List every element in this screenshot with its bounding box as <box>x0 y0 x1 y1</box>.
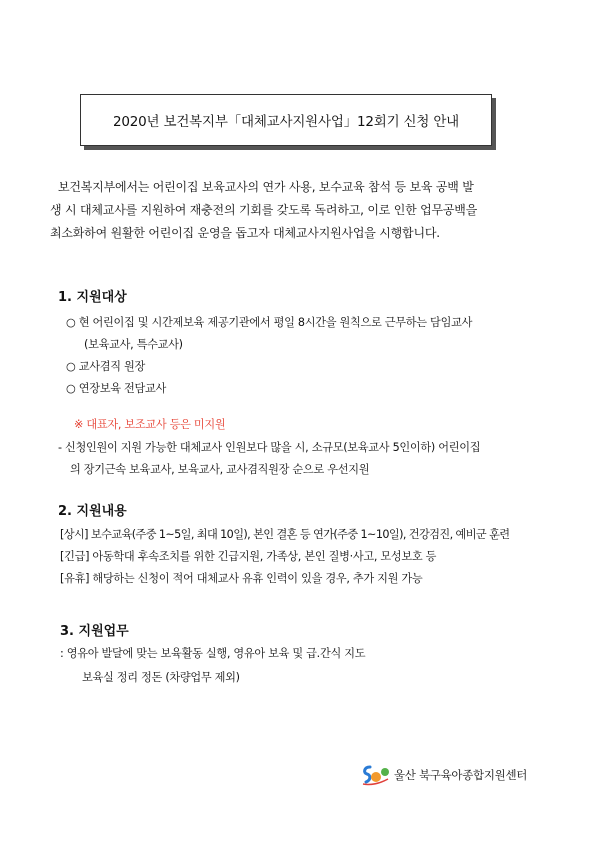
section-1-item-3: ○ 연장보육 전담교사 <box>66 382 167 395</box>
section-1-priority: - 신청인원이 지원 가능한 대체교사 인원보다 많을 시, 소규모(보육교사 5인이하) 어린이집 <box>58 441 481 454</box>
page-title: 2020년 보건복지부「대체교사지원사업」12회기 신청 안내 <box>112 114 460 130</box>
section-1-priority-cont: 의 장기근속 보육교사, 보육교사, 교사겸직원장 순으로 우선지원 <box>70 463 370 476</box>
section-2-line-2: [긴급] 아동학대 후속조치를 위한 긴급지원, 가족상, 본인 질병·사고, 모성보호 등 <box>60 550 437 563</box>
intro-line-3: 최소화하여 원활한 어린이집 운영을 돕고자 대체교사지원사업을 시행합니다. <box>50 226 440 240</box>
section-1-item-1: ○ 현 어린이집 및 시간제보육 제공기관에서 평일 8시간을 원칙으로 근무하는 담임교사 <box>66 316 473 329</box>
intro-paragraph <box>50 176 550 245</box>
footer-center-name: 울산 북구육아종합지원센터 <box>394 768 528 782</box>
section-1-note: ※ 대표자, 보조교사 등은 미지원 <box>74 418 226 431</box>
intro-line-2: 생 시 대체교사를 지원하여 재충전의 기회를 갖도록 독려하고, 이로 인한 업무공백을 <box>50 203 478 217</box>
center-logo-icon <box>360 764 390 786</box>
section-3-line-1: : 영유아 발달에 맞는 보육활동 실행, 영유아 보육 및 급.간식 지도 <box>60 647 366 660</box>
section-1-item-2: ○ 교사겸직 원장 <box>66 360 146 373</box>
section-2-heading: 2. 지원내용 <box>58 504 127 519</box>
section-1-item-1-cont: (보육교사, 특수교사) <box>84 338 183 351</box>
intro-line-1: 보건복지부에서는 어린이집 보육교사의 연가 사용, 보수교육 참석 등 보육 공백 발 <box>58 180 474 194</box>
section-1-heading: 1. 지원대상 <box>58 290 127 305</box>
section-3-heading: 3. 지원업무 <box>60 624 129 639</box>
title-box <box>80 94 492 146</box>
section-2-line-1: [상시] 보수교육(주중 1~5일, 최대 10일), 본인 결혼 등 연가(주중 1~10일), 건강검진, 예비군 훈련 <box>60 528 510 541</box>
footer <box>360 764 527 786</box>
section-3-line-2: 보육실 정리 정돈 (차량업무 제외) <box>82 671 240 684</box>
section-2-line-3: [유휴] 해당하는 신청이 적어 대체교사 유휴 인력이 있을 경우, 추가 지원 가능 <box>60 572 423 585</box>
